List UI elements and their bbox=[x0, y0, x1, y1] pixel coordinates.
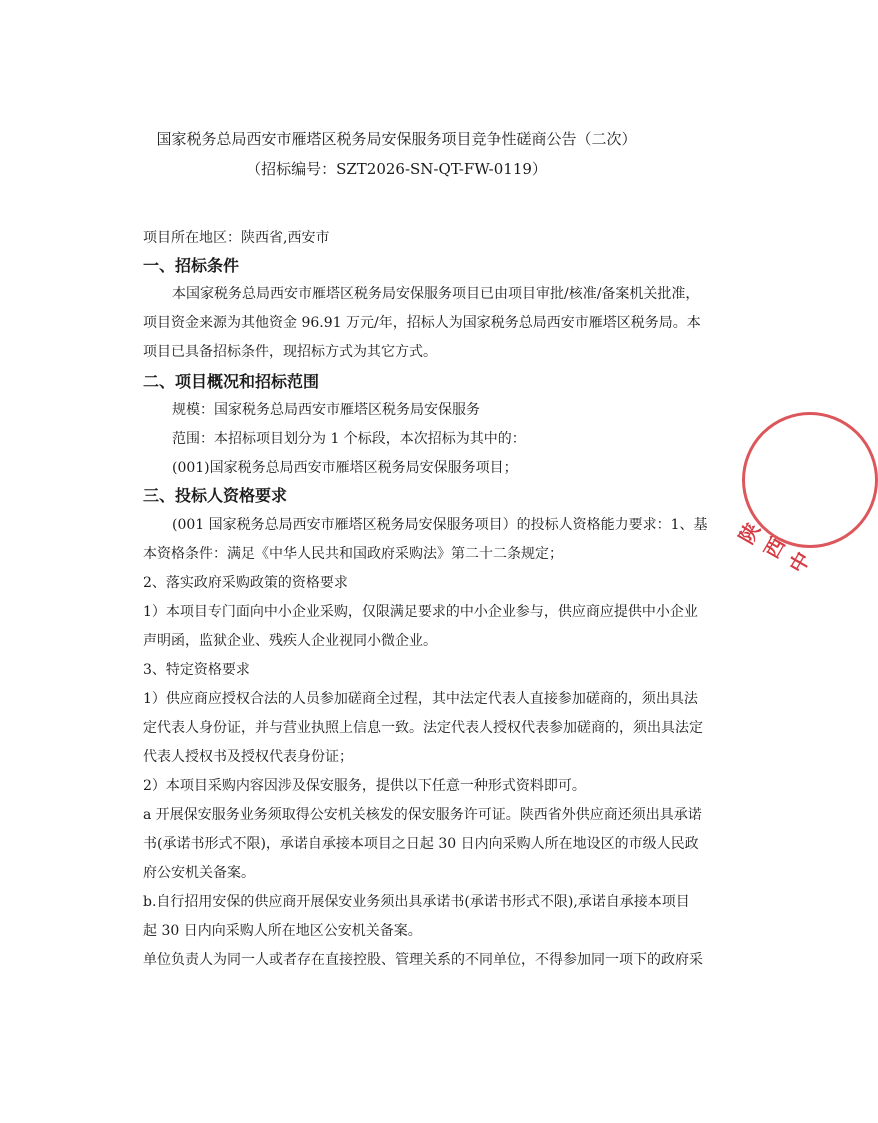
bid-number: （招标编号：SZT2026-SN-QT-FW-0119） bbox=[246, 160, 547, 178]
section-1-line: 本国家税务总局西安市雁塔区税务局安保服务项目已由项目审批/核准/备案机关批准， bbox=[172, 286, 700, 302]
section-3-line: 本资格条件：满足《中华人民共和国政府采购法》第二十二条规定； bbox=[143, 546, 563, 562]
seal-text: 陕西中 bbox=[734, 518, 816, 578]
section-3-line: b.自行招用安保的供应商开展保安业务须出具承诺书(承诺书形式不限),承诺自承接本项目 bbox=[143, 894, 690, 910]
section-3-heading: 三、投标人资格要求 bbox=[143, 486, 288, 505]
section-3-line: 2、落实政府采购政策的资格要求 bbox=[143, 575, 348, 591]
project-region: 项目所在地区：陕西省,西安市 bbox=[143, 230, 330, 246]
section-3-line: 2）本项目采购内容因涉及保安服务，提供以下任意一种形式资料即可。 bbox=[143, 778, 586, 794]
section-3-line: 定代表人身份证，并与营业执照上信息一致。法定代表人授权代表参加磋商的，须出具法定 bbox=[143, 720, 703, 736]
section-1-line: 项目已具备招标条件，现招标方式为其它方式。 bbox=[143, 344, 437, 360]
section-3-line: 书(承诺书形式不限)，承诺自承接本项目之日起 30 日内向采购人所在地设区的市级人民政 bbox=[143, 836, 699, 852]
section-3-line: 单位负责人为同一人或者存在直接控股、管理关系的不同单位，不得参加同一项下的政府采 bbox=[143, 952, 703, 968]
section-3-line: 代表人授权书及授权代表身份证； bbox=[143, 749, 353, 765]
section-3-line: 起 30 日内向采购人所在地区公安机关备案。 bbox=[143, 923, 422, 939]
section-2-line: (001)国家税务总局西安市雁塔区税务局安保服务项目； bbox=[172, 460, 518, 476]
section-1-heading: 一、招标条件 bbox=[143, 256, 240, 275]
section-3-line: (001 国家税务总局西安市雁塔区税务局安保服务项目）的投标人资格能力要求：1、基 bbox=[172, 517, 708, 533]
section-1-line: 项目资金来源为其他资金 96.91 万元/年，招标人为国家税务总局西安市雁塔区税务局。本 bbox=[143, 315, 701, 331]
section-2-line: 规模：国家税务总局西安市雁塔区税务局安保服务 bbox=[172, 402, 480, 418]
section-3-line: 1）供应商应授权合法的人员参加磋商全过程，其中法定代表人直接参加磋商的，须出具法 bbox=[143, 691, 698, 707]
document-title: 国家税务总局西安市雁塔区税务局安保服务项目竞争性磋商公告（二次） bbox=[156, 130, 637, 148]
section-3-line: a 开展保安服务业务须取得公安机关核发的保安服务许可证。陕西省外供应商还须出具承诺 bbox=[143, 807, 702, 823]
section-2-line: 范围：本招标项目划分为 1 个标段，本次招标为其中的： bbox=[172, 431, 526, 447]
section-3-line: 3、特定资格要求 bbox=[143, 662, 250, 678]
section-3-line: 1）本项目专门面向中小企业采购，仅限满足要求的中小企业参与，供应商应提供中小企业 bbox=[143, 604, 698, 620]
section-3-line: 府公安机关备案。 bbox=[143, 865, 255, 881]
section-3-line: 声明函，监狱企业、残疾人企业视同小微企业。 bbox=[143, 633, 437, 649]
section-2-heading: 二、项目概况和招标范围 bbox=[143, 372, 320, 391]
